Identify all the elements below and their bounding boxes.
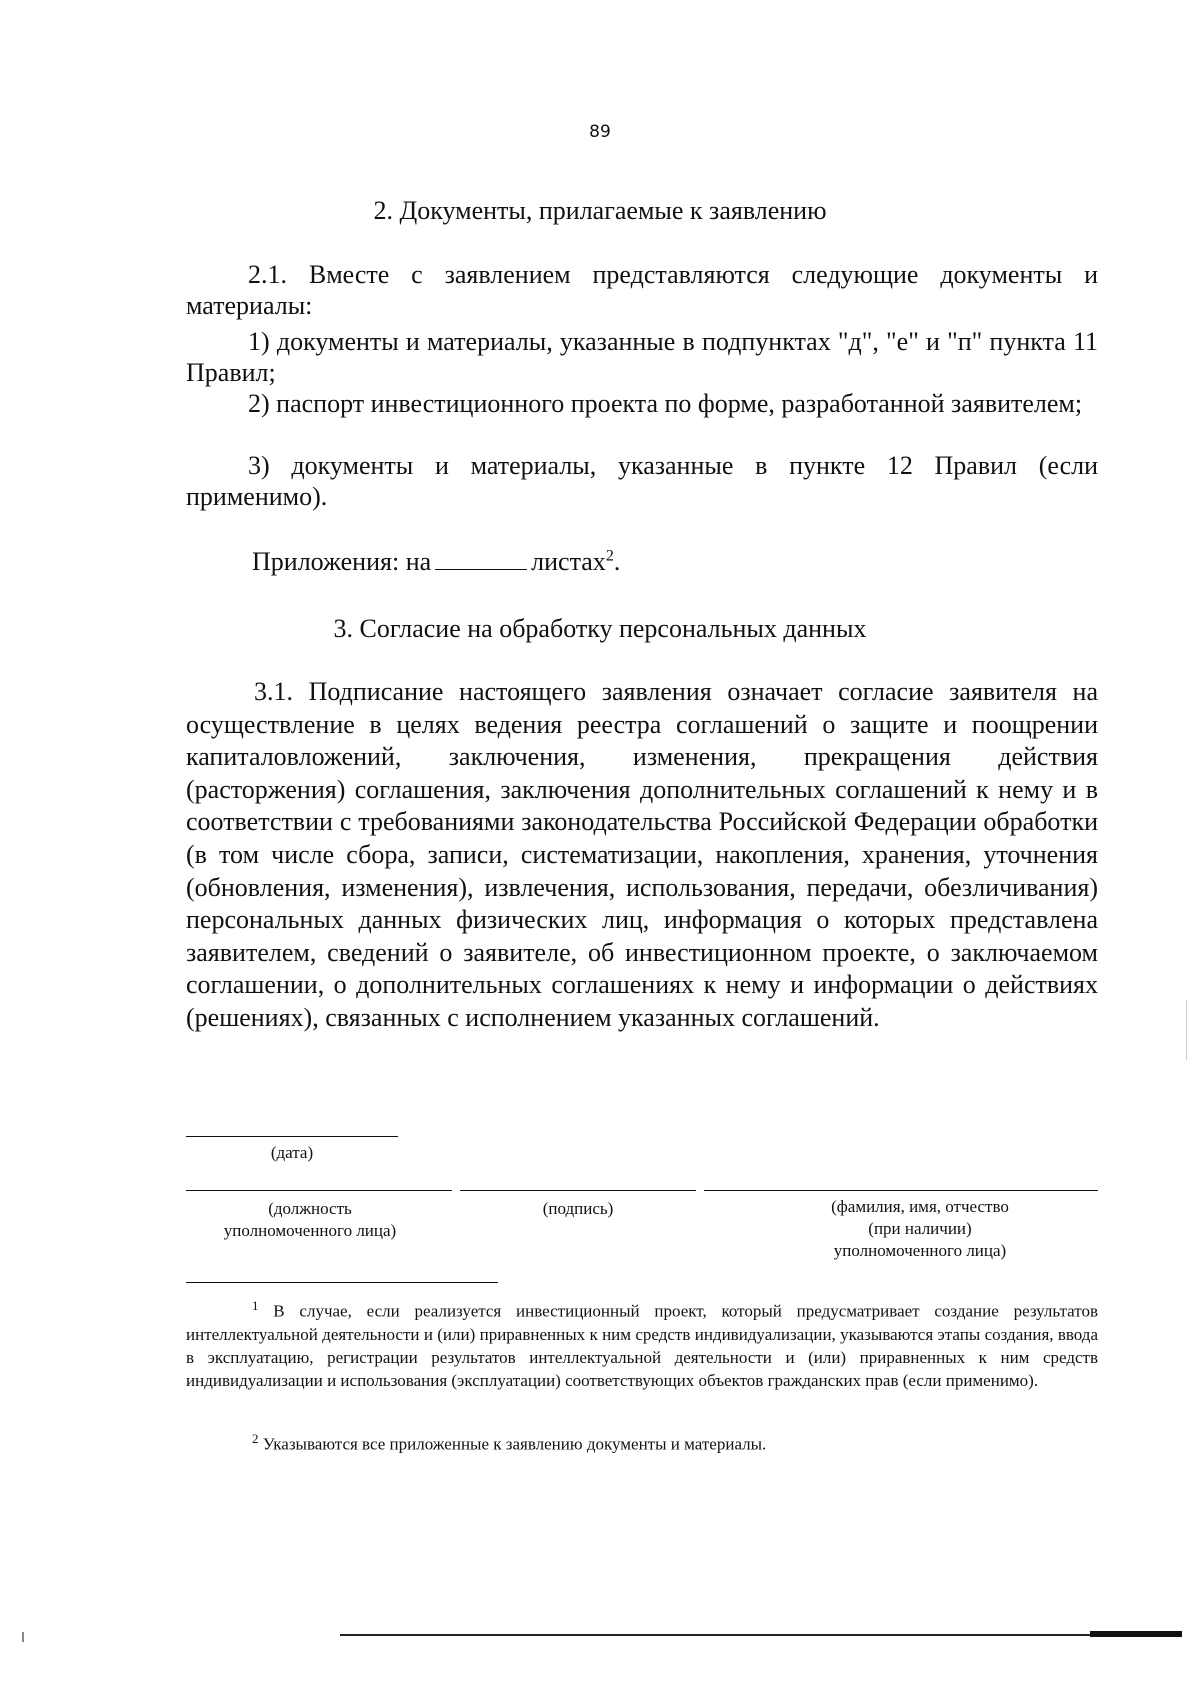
footnote-2-text: Указываются все приложенные к заявлению документы и материалы. [262,1434,767,1454]
footnote-1-text: В случае, если реализуется инвестиционный проект, который предусматривает создание результатов интеллектуальной деятельности и (или) приравненных к ним средств индивидуализации, указываются этапы создания, ввода в эксплуатацию, регистрации результатов интеллектуальной деятельности и (или) приравненных к ним средств индивидуализации и использования (эксплуатации) соответствующих объектов гражданских прав (если применимо). [186,1301,1098,1390]
list-item-2: 2) паспорт инвестиционного проекта по форме, разработанной заявителем; [248,389,1083,418]
scan-edge-bar [1090,1631,1182,1637]
list-item-1: 1) документы и материалы, указанные в подпунктах "д", "е" и "п" пункта 11 Правил; [186,327,1098,387]
edge-speck [1186,1000,1187,1060]
page-number: 89 [589,122,611,142]
name-label [780,1196,1060,1262]
paragraph-3-1: 3.1. Подписание настоящего заявления означает согласие заявителя на осуществление в целях ведения реестра соглашений о защите и поощрении капиталовложений, заключения, изменения, прекращения действия (расторжения) соглашения, заключения дополнительных соглашений к нему и в соответствии с требованиями законодательства Российской Федерации обработки (в том числе сбора, записи, систематизации, накопления, хранения, уточнения (обновления, изменения), извлечения, использования, передачи, обезличивания) персональных данных физических лиц, информация о которых представлена заявителем, сведений о заявителе, об инвестиционном проекте, о заключаемом соглашении, о дополнительных соглашениях к нему и информации о действиях (решениях), связанных с исполнением указанных соглашений. [186,677,1098,1032]
name-label-line-1: (фамилия, имя, отчество [831,1197,1009,1216]
position-label-line-1: (должность [268,1199,352,1218]
paragraph-2-1: 2.1. Вместе с заявлением представляются следующие документы и материалы: [186,260,1098,320]
footnote-1 [186,1294,1098,1392]
date-label: (дата) [270,1143,314,1162]
attachments-suffix: листах [531,547,606,576]
attachments-line [252,547,620,577]
name-label-line-2: (при наличии) [868,1219,972,1238]
position-label-line-2: уполномоченного лица) [223,1221,397,1240]
margin-mark [22,1632,24,1642]
attachments-count-blank [435,547,527,570]
section-3-heading: 3. Согласие на обработку персональных данных [333,614,867,643]
footnote-separator [186,1282,498,1283]
name-label-line-3: уполномоченного лица) [833,1241,1007,1260]
name-line [704,1190,1098,1191]
footnote-2-mark: 2 [252,1431,259,1446]
section-2-heading: 2. Документы, прилагаемые к заявлению [373,196,827,225]
signature-label: (подпись) [542,1199,614,1218]
attachments-prefix: Приложения: на [252,547,432,576]
attachments-end: . [613,547,621,576]
position-label [160,1198,460,1242]
list-item-3: 3) документы и материалы, указанные в пункте 12 Правил (если применимо). [186,451,1098,511]
date-line [186,1136,398,1137]
footnote-2 [186,1427,1098,1456]
scan-edge-line [340,1634,1182,1636]
footnote-1-mark: 1 [252,1298,259,1313]
position-line [186,1190,452,1191]
footnote-ref-2: 2 [605,547,614,565]
signature-line [460,1190,696,1191]
